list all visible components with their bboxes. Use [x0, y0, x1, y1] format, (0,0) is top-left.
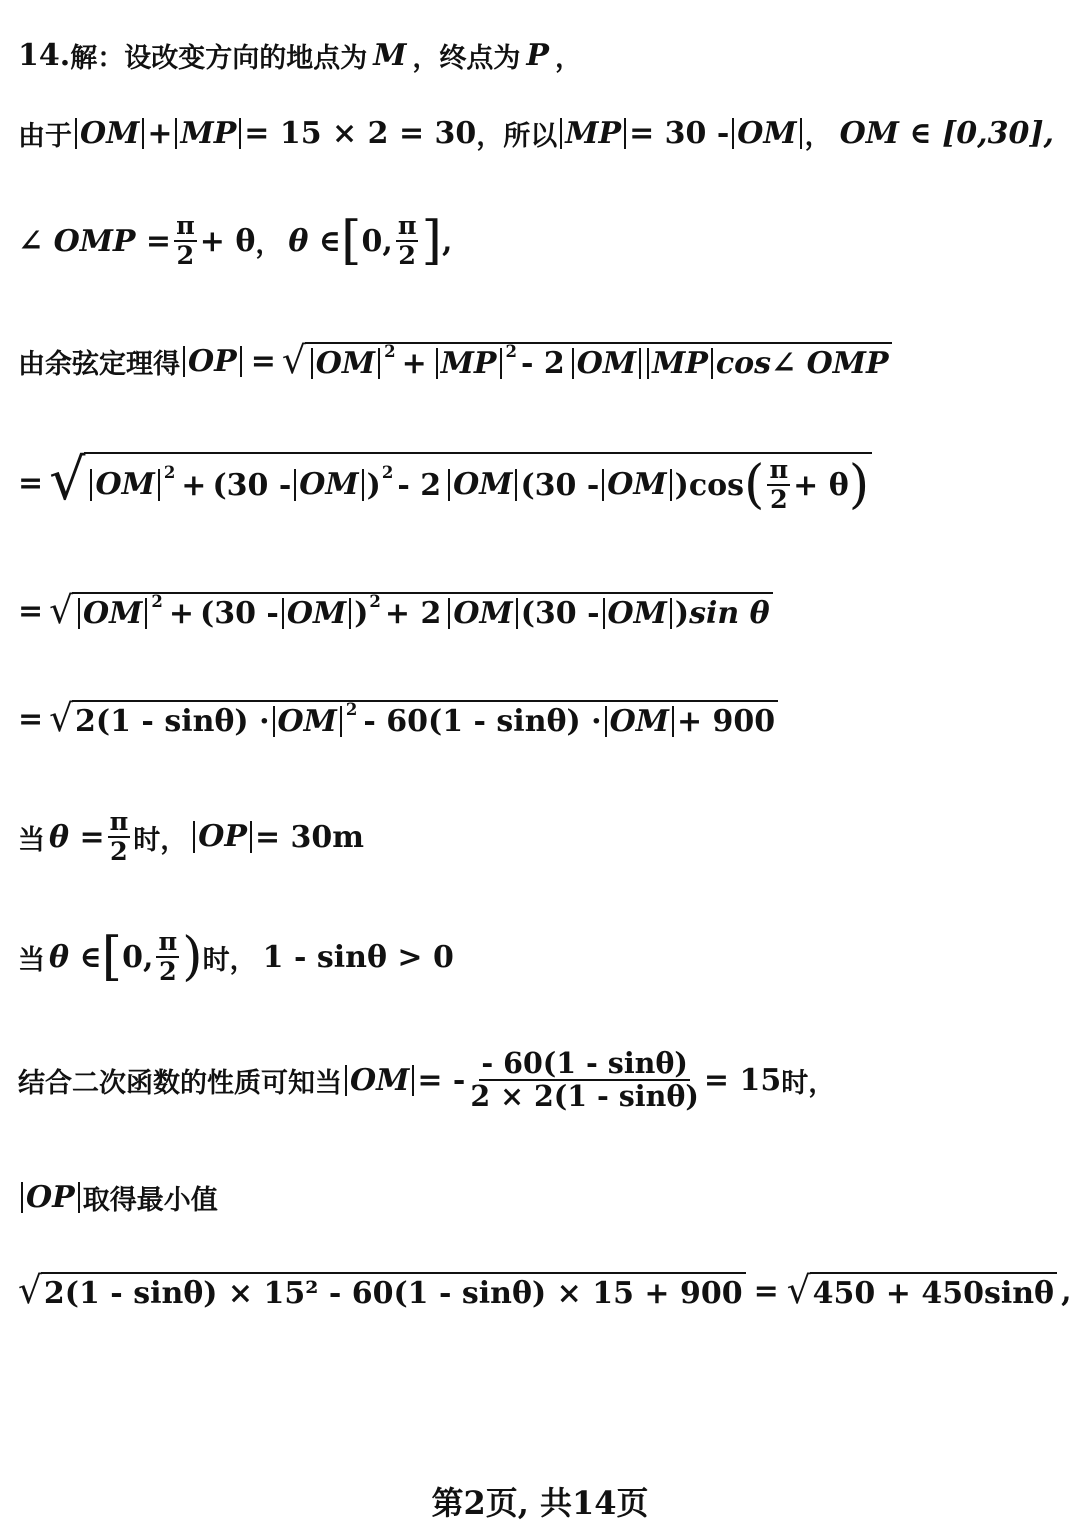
abs-om: OM	[732, 118, 801, 150]
problem-number: 14.	[18, 38, 71, 73]
problem-header	[18, 36, 582, 75]
radicand	[72, 592, 773, 631]
mp-equation: = 30 -	[629, 116, 730, 151]
equals-15: = 15	[703, 1062, 782, 1098]
radicand	[84, 452, 872, 514]
exponent: 2	[369, 591, 381, 611]
plus-sign: +	[181, 467, 207, 503]
radical-sign: √	[18, 1268, 42, 1312]
radical-sign: √	[786, 1268, 811, 1312]
abs-mp: MP	[560, 118, 626, 150]
left-bracket: [	[341, 209, 362, 271]
so-text: ，所以	[476, 121, 558, 152]
answer-label: 解：	[70, 43, 125, 74]
thirty-minus: (30 -	[520, 596, 600, 631]
theta-equals: θ =	[49, 819, 105, 855]
minimum-text: 取得最小值	[82, 1185, 218, 1216]
square-root	[18, 1268, 746, 1312]
when-text: 当	[18, 824, 45, 856]
radical-sign: √	[49, 588, 74, 632]
sin-theta: sin θ	[689, 596, 770, 631]
exponent: 2	[384, 341, 396, 361]
quadratic-coefficient: 2(1 - sinθ) ·	[75, 704, 270, 739]
exponent: 2	[505, 341, 517, 361]
radicand: 450 + 450sinθ	[810, 1272, 1057, 1311]
theta-half-pi-line	[18, 808, 364, 866]
square-root	[49, 588, 773, 632]
close-paren: )	[366, 467, 381, 503]
linear-coefficient: - 60(1 - sinθ) ·	[363, 704, 602, 739]
fraction-denominator: 2	[176, 241, 195, 272]
abs-om: OM	[273, 706, 342, 738]
sum-value: = 15 × 2 = 30	[244, 116, 477, 151]
one-minus-sin: 1 - sinθ > 0	[262, 939, 454, 975]
abs-om: OM	[603, 598, 672, 630]
abs-mp: MP	[175, 118, 241, 150]
abs-om: OM	[282, 598, 351, 630]
thirty-minus: (30 -	[200, 596, 279, 631]
abs-om: OM	[448, 469, 517, 501]
quadratic-form-line	[18, 696, 778, 740]
fraction-denominator: 2	[769, 485, 788, 516]
time-comma: 时，	[133, 824, 188, 856]
equals-sign: =	[18, 702, 44, 737]
plus-sign: +	[147, 116, 173, 151]
abs-om: OM	[602, 469, 671, 501]
pi-over-2	[174, 212, 197, 270]
fraction-numerator: π	[109, 807, 129, 837]
abs-op: OP	[21, 1182, 80, 1214]
fraction-numerator: π	[397, 211, 417, 241]
abs-om: OM	[448, 598, 517, 630]
abs-om: OM	[90, 469, 159, 501]
zero-comma: 0,	[361, 223, 393, 259]
abs-om: OM	[294, 469, 363, 501]
pi-over-2	[396, 212, 419, 270]
minus-two: - 2	[397, 467, 442, 503]
minus-two: - 2	[520, 346, 565, 381]
abs-om: OM	[605, 706, 674, 738]
angle-omp: ∠ OMP =	[18, 223, 172, 259]
var-m: M	[373, 38, 407, 73]
pi-over-2	[156, 928, 179, 986]
zero-comma: 0,	[122, 939, 154, 975]
equals-sign: =	[18, 594, 44, 629]
time-comma: 时，	[202, 944, 257, 976]
plus-theta: + θ	[793, 467, 849, 503]
square-root	[786, 1268, 1057, 1312]
fraction-denominator: 2	[398, 241, 417, 272]
abs-op: OP	[183, 346, 242, 378]
theta-in: θ ∈	[288, 223, 341, 259]
equals-sign: =	[250, 344, 276, 379]
cos-text: cos	[688, 467, 744, 503]
theta-in: θ ∈	[49, 939, 102, 975]
abs-op: OP	[193, 821, 252, 853]
fraction-denominator: 2	[110, 837, 128, 868]
comma: ，	[255, 228, 283, 260]
final-comma: ,	[1061, 1274, 1072, 1309]
radical-sign: √	[49, 696, 74, 740]
minimum-line	[18, 1178, 218, 1217]
exponent: 2	[163, 463, 176, 483]
page-footer: 第2页, 共14页	[431, 1484, 649, 1522]
radical-sign: √	[281, 338, 306, 382]
radicand	[72, 700, 778, 739]
final-result-line	[18, 1268, 1072, 1312]
fraction-denominator: 2	[158, 957, 177, 988]
distance-sum-line	[18, 114, 1054, 153]
abs-om: OM	[572, 348, 641, 380]
abs-mp: MP	[436, 348, 502, 380]
square-root	[281, 338, 892, 382]
square-root	[49, 447, 872, 516]
plus-sign: +	[168, 596, 195, 631]
abs-om: OM	[78, 598, 147, 630]
radicand: 2(1 - sinθ) × 15² - 60(1 - sinθ) × 15 + 900	[41, 1272, 746, 1311]
time-text: 时，	[781, 1067, 836, 1099]
right-paren: )	[182, 925, 203, 987]
comma: ，	[412, 43, 440, 74]
thirty-minus: (30 -	[212, 467, 292, 503]
pi-over-2	[767, 456, 790, 514]
abs-om: OM	[75, 118, 144, 150]
exponent: 2	[151, 591, 163, 611]
abs-om: OM	[345, 1065, 414, 1097]
fraction-denominator: 2 × 2(1 - sinθ)	[470, 1079, 699, 1114]
fraction-numerator: π	[769, 455, 789, 485]
close-paren: )	[674, 467, 689, 503]
abs-mp: MP	[647, 348, 713, 380]
radicand	[305, 342, 892, 381]
because-text: 由于	[18, 121, 72, 152]
plus-two: + 2	[384, 596, 442, 631]
equals-sign: =	[753, 1274, 779, 1309]
plus-theta: + θ	[199, 223, 256, 259]
angle-line	[18, 209, 453, 272]
comma: ，	[554, 43, 582, 74]
left-paren: (	[744, 453, 765, 515]
equals-minus: = -	[417, 1062, 466, 1098]
end-text: 终点为	[439, 43, 521, 74]
fraction-numerator: π	[176, 211, 195, 241]
om-range: OM ∈ [0,30],	[839, 116, 1054, 151]
intro-text: 设改变方向的地点为	[124, 43, 368, 74]
cos-expansion-line	[18, 447, 872, 516]
abs-om: OM	[311, 348, 380, 380]
vertex-line	[18, 1048, 835, 1113]
thirty-minus: (30 -	[520, 467, 600, 503]
constant-term: + 900	[676, 704, 776, 739]
fraction-numerator: - 60(1 - sinθ)	[481, 1046, 688, 1080]
pi-over-2	[108, 808, 131, 866]
end-comma: ,	[441, 223, 453, 259]
exponent: 2	[381, 463, 394, 483]
right-paren: )	[848, 453, 870, 515]
equals-sign: =	[18, 465, 44, 501]
right-bracket: ]	[421, 209, 442, 271]
cos-angle: cos∠ OMP	[715, 346, 889, 381]
plus-sign: +	[401, 346, 427, 381]
law-of-cosines-line	[18, 338, 892, 382]
theta-range-line	[18, 925, 454, 988]
sin-expansion-line	[18, 588, 773, 632]
left-bracket: [	[101, 925, 123, 987]
radical-sign: √	[49, 447, 86, 513]
square-root	[49, 696, 778, 740]
law-of-cosines-text: 由余弦定理得	[18, 349, 180, 380]
vertex-fraction	[468, 1048, 700, 1113]
fraction-numerator: π	[158, 927, 178, 957]
op-value: = 30m	[254, 819, 365, 855]
exponent: 2	[345, 699, 358, 719]
close-paren: )	[354, 596, 369, 631]
close-paren: )	[674, 596, 690, 631]
var-p: P	[526, 38, 549, 73]
when-text: 当	[18, 944, 45, 976]
combine-quadratic-text: 结合二次函数的性质可知当	[18, 1067, 342, 1099]
comma: ，	[804, 121, 832, 152]
